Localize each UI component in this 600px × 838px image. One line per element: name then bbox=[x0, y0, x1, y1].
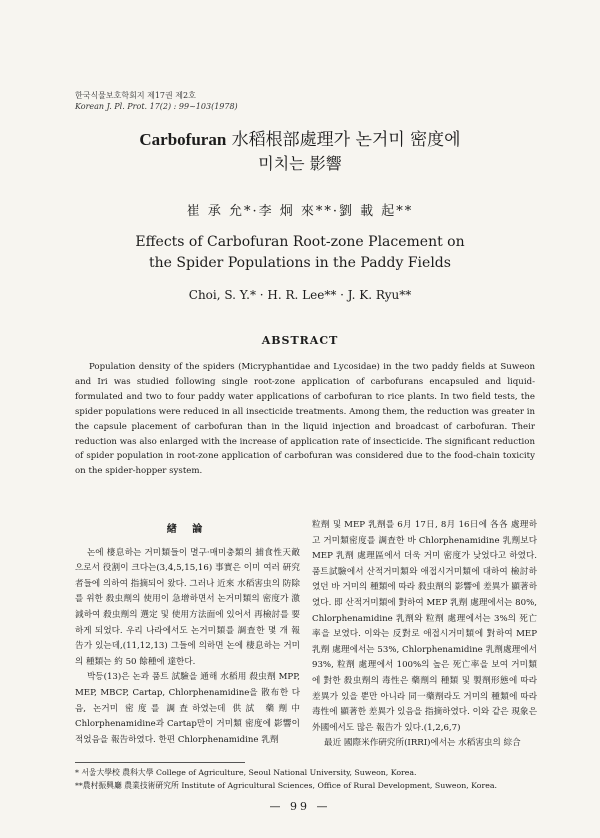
journal-info bbox=[75, 90, 238, 112]
title-line2: 미치는 影響 bbox=[258, 154, 342, 173]
abstract-heading: ABSTRACT bbox=[261, 334, 339, 347]
abstract-text: Population density of the spiders (Micryphantidae and Lycosidae) in the two paddy fields at Suweon and Iri was studied following single root-zone application of carbofurans encapsuled and liquid-formulated and two to four paddy water applications of carbofuran to rice plants. In two field tests, the spider populations were reduced in all insecticide treatments. Among them, the reduction was greater in the capsule placement of carbofuran than in the liquid injection and broadcast of carbofuran. Their reduction was also enlarged with the increase of application rate of insecticide. The significant reduction of spider population in root-zone application of carbofuran was considered due to the food-chain toxicity on the spider-hopper system. bbox=[75, 362, 535, 477]
authors-english: Choi, S. Y.* · H. R. Lee** · J. K. Ryu** bbox=[188, 288, 412, 302]
journal-citation: Korean J. Pl. Prot. 17(2) : 99~103(1978) bbox=[75, 102, 238, 111]
footnote-2: **農村振興廳 農業技術硏究所 Institute of Agricultural Sciences, Office of Rural Development, Suweon, Korea. bbox=[75, 781, 497, 790]
intro-paragraph-2: 박등(13)은 논과 품트 試驗을 通해 水稻用 殺虫劑 MPP, MEP, MBCP, Cartap, Chlorphenamidine을 散布한 다음, 논거미 密度를 調査하였는데 供試 藥劑中 Chlorphenamidine과 Cartap만이 거미類 密度에 影響이 적었음을 報告하였다. 한편 Chlorphenamidine 乳劑 bbox=[75, 672, 300, 745]
title-bold: Carbofuran bbox=[139, 130, 227, 149]
authors-korean: 崔 承 允*·李 炯 來**·劉 載 起** bbox=[186, 204, 414, 219]
footnote-divider bbox=[75, 762, 245, 763]
footnotes bbox=[75, 766, 497, 792]
journal-kr: 한국식물보호학회지 제17권 제2호 bbox=[75, 91, 196, 100]
right-column bbox=[312, 518, 537, 752]
right-paragraph-2: 最近 國際米作硏究所(IRRI)에서는 水稻害虫의 綜合 bbox=[324, 738, 521, 749]
english-title-line1: Effects of Carbofuran Root-zone Placement on bbox=[135, 234, 465, 250]
left-column bbox=[75, 522, 300, 748]
title-rest: 水稻根部處理가 논거미 密度에 bbox=[226, 130, 461, 150]
page-title bbox=[0, 128, 600, 176]
right-paragraph-1: 粒劑 및 MEP 乳劑를 6月 17日, 8月 16日에 各各 處理하고 거미類密度를 調査한 바 Chlorphenamidine 乳劑보다 MEP 乳劑 處理區에서 더욱 거미 密度가 낮었다고 하였다. 품트試驗에서 산적거미類와 애접시거미類에 대하여 檢討하였던 바 거미의 種類에 따라 殺虫劑의 影響에 差異가 顯著하였다. 即 산적거미類에 對하여 MEP 乳劑 處理에서는 80%, Chlorphenamidine 乳劑와 粒劑 處理에서는 3%의 死亡率을 보였다. 이와는 反對로 애접시거미類에 對하여 MEP 乳劑 處理에서는 53%, Chlorphenamidine 乳劑處理에서 93%, 粒劑 處理에서 100%의 높은 死亡率을 보여 거미類에 對한 殺虫劑의 毒性은 藥劑의 種類 및 製劑形態에 따라 差異가 있을 뿐만 아니라 同一藥劑라도 거미의 種類에 따라 毒性에 顯著한 差異가 있음을 指摘하였다. 이와 같은 現象은 外國에서도 많은 報告가 있다.(1,2,6,7) bbox=[312, 520, 537, 733]
section-heading-intro: 緖 論 bbox=[166, 524, 209, 535]
page-number: — 99 — bbox=[269, 800, 331, 813]
footnote-1: * 서울大學校 農科大學 College of Agriculture, Seoul National University, Suweon, Korea. bbox=[75, 768, 417, 777]
english-title-line2: the Spider Populations in the Paddy Fields bbox=[149, 255, 451, 271]
english-title bbox=[0, 232, 600, 274]
intro-paragraph-1: 논에 棲息하는 거미類들이 멸구·매미충類의 捕食性天敵으로서 役割이 크다는(3,4,5,15,16) 事實은 이미 여러 硏究者들에 의하여 指摘되어 왔다. 그러나 近來 水稻害虫의 防除를 위한 殺虫劑의 使用이 急增하면서 논거미類의 密度가 激減하여 殺虫劑의 選定 및 使用方法面에 있어서 再檢討를 要하게 되었다. 우리 나라에서도 논거미類를 調査한 몇 개 報告가 있는데,(11,12,13) 그들에 의하면 논에 棲息하는 거미의 種類는 約 50 餘種에 達한다. bbox=[75, 547, 300, 667]
